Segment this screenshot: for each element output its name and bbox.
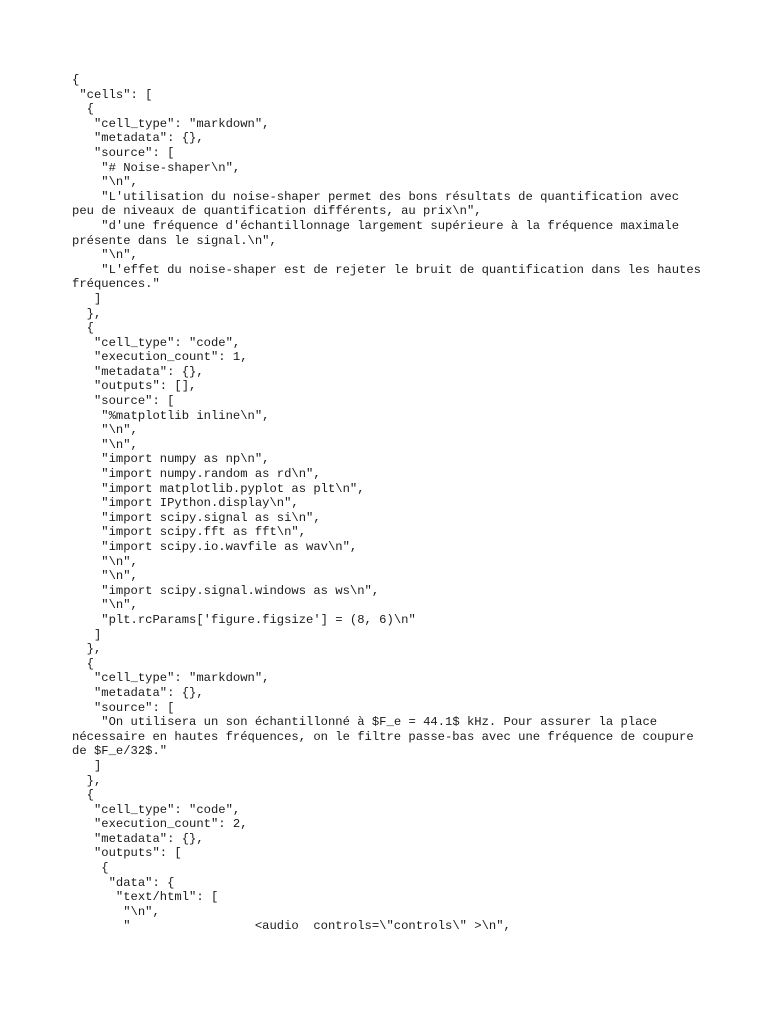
source-line: "import scipy.io.wavfile as wav\n", [72,540,358,554]
source-line: ] [72,291,102,306]
source-line: "L'utilisation du noise-shaper permet des bons résultats de quantification avec peu de niveaux de quantification différents, au prix\n", [72,189,687,219]
source-line: "cell_type": "code", [72,802,241,817]
source-line: "execution_count": 1, [72,350,248,365]
source-line: }, [72,306,102,321]
source-line: { [72,788,94,803]
source-line: "\n", [72,904,160,919]
source-line: "import scipy.signal.windows as ws\n", [72,583,380,598]
source-line: "import scipy.signal as si\n", [72,510,321,525]
source-line: "cell_type": "markdown", [72,671,270,686]
source-line: "metadata": {}, [72,831,204,846]
source-line: "%matplotlib inline\n", [72,408,270,423]
source-line: "import matplotlib.pyplot as plt\n", [72,481,365,496]
source-line: "\n", [72,248,138,263]
source-line: "\n", [72,569,138,584]
source-line: "\n", [72,423,138,438]
source-line: "import numpy.random as rd\n", [72,467,321,482]
source-line: "\n", [72,554,138,569]
source-line: "metadata": {}, [72,364,204,379]
source-line: { [72,321,94,336]
source-line: "import scipy.fft as fft\n", [72,525,307,540]
source-line: "\n", [72,175,138,190]
source-line: "\n", [72,437,138,452]
source-line: "plt.rcParams['figure.figsize'] = (8, 6)\n" [72,612,416,627]
notebook-json-source [72,73,709,934]
source-line: "L'effet du noise-shaper est de rejeter le bruit de quantification dans les hautes fréquences." [72,262,709,292]
source-line: "cell_type": "markdown", [72,116,270,131]
source-line: "cells": [ [72,87,153,102]
source-line: }, [72,642,102,657]
source-line: "import numpy as np\n", [72,452,270,467]
source-line: "source": [ [72,145,175,160]
source-line: { [72,861,109,876]
source-line: "outputs": [ [72,846,182,861]
source-line: { [72,73,80,87]
source-line: "d'une fréquence d'échantillonnage largement supérieure à la fréquence maximale présente dans le signal.\n", [72,218,687,248]
source-line: "metadata": {}, [72,685,204,700]
source-line: { [72,656,94,671]
source-line: "import IPython.display\n", [72,496,299,511]
source-line: "text/html": [ [72,890,219,905]
source-line: "outputs": [], [72,379,197,394]
source-line: { [72,102,94,117]
source-line: "source": [ [72,700,175,715]
source-line: "cell_type": "code", [72,335,241,350]
source-line: }, [72,773,102,788]
source-line: " <audio controls=\"controls\" >\n", [72,919,511,934]
source-line: "execution_count": 2, [72,817,248,832]
source-line: ] [72,627,102,642]
source-line: "data": { [72,875,175,890]
source-line: "On utilisera un son échantillonné à $F_e = 44.1$ kHz. Pour assurer la place nécessaire en hautes fréquences, on le filtre passe-bas avec une fréquence de coupure de $F_e/32$." [72,715,701,759]
source-line: "# Noise-shaper\n", [72,160,241,175]
source-line: "metadata": {}, [72,131,204,146]
source-line: ] [72,758,102,773]
source-line: "source": [ [72,394,175,409]
source-line: "\n", [72,598,138,613]
